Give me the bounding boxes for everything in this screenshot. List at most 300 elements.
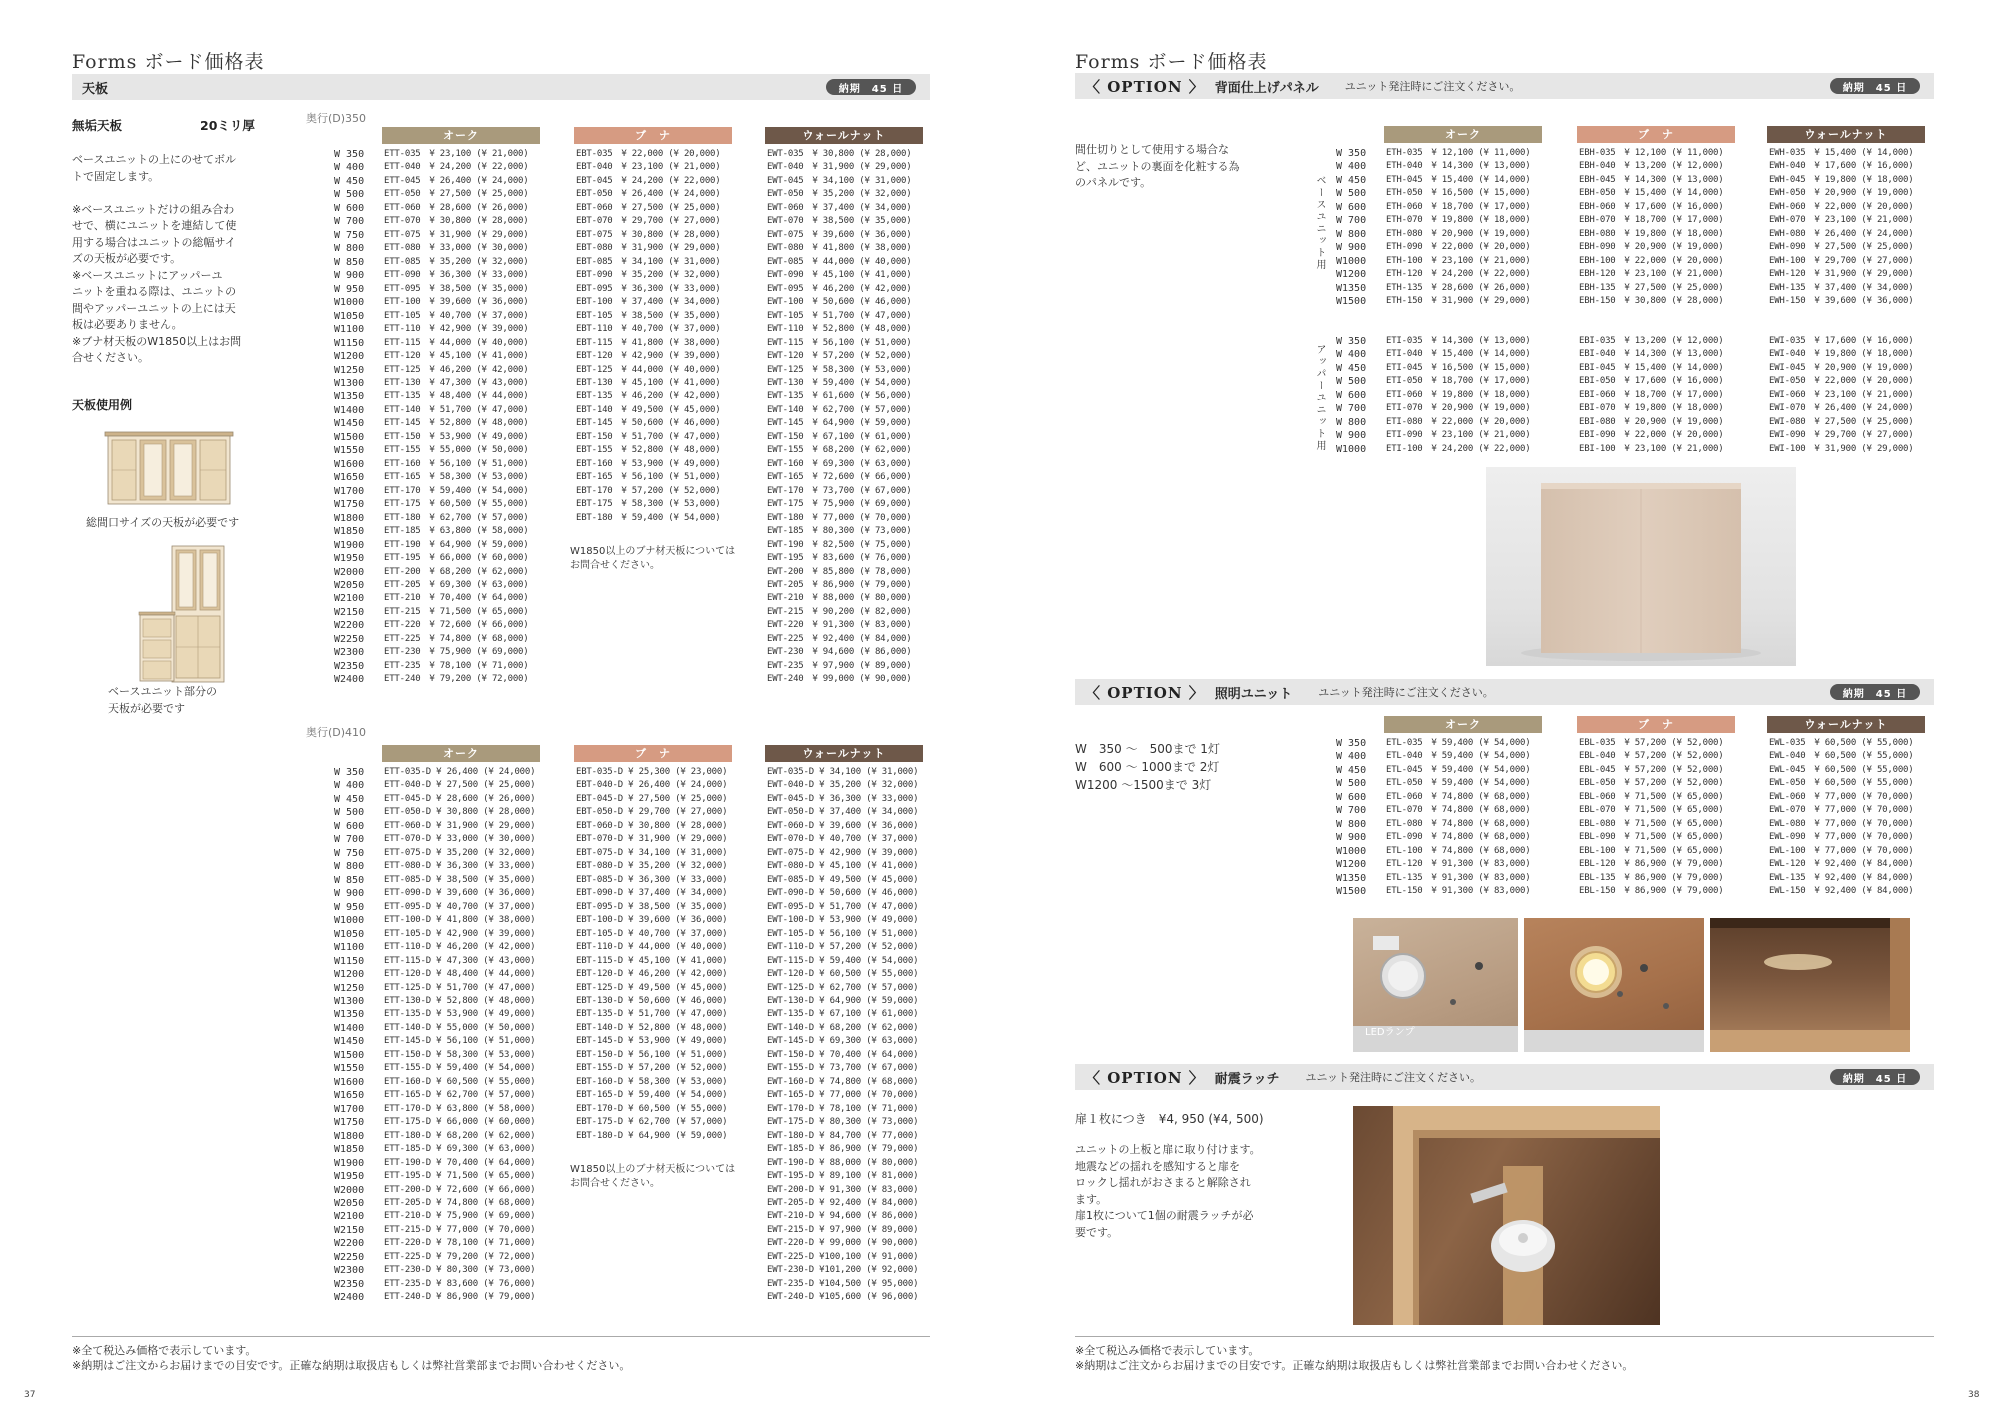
table-row: EBL-070 ¥ 71,500 (¥ 65,000) [1579, 805, 1724, 816]
table-row: ETL-045 ¥ 59,400 (¥ 54,000) [1386, 764, 1531, 775]
table-row: W 900 [1336, 832, 1367, 844]
table-row: EWL-050 ¥ 60,500 (¥ 55,000) [1769, 778, 1914, 789]
right-footer-rule [1075, 1336, 1934, 1337]
table-row: EBT-040 ¥ 23,100 (¥ 21,000) [576, 162, 721, 173]
table-row: ETH-080 ¥ 20,900 (¥ 19,000) [1386, 228, 1531, 239]
back-base-oak [1386, 147, 1530, 309]
table-row: W 450 [1336, 764, 1367, 776]
table-row: W1000 [334, 915, 365, 927]
product-thickness: 20ミリ厚 [200, 118, 255, 133]
light-walnut [1769, 737, 1913, 899]
table-row: EWT-040 ¥ 31,900 (¥ 29,000) [767, 162, 912, 173]
table-row: W 800 [1336, 416, 1367, 428]
table-row: EWI-045 ¥ 20,900 (¥ 19,000) [1769, 362, 1914, 373]
table-row: W1350 [1336, 282, 1367, 294]
table-row: EWL-045 ¥ 60,500 (¥ 55,000) [1769, 764, 1914, 775]
table-row: EBT-170 ¥ 57,200 (¥ 52,000) [576, 485, 721, 496]
table-row: EBT-085 ¥ 34,100 (¥ 31,000) [576, 256, 721, 267]
table-row: EBT-180-D ¥ 64,900 (¥ 59,000) [576, 1130, 728, 1141]
light-beech [1579, 737, 1723, 899]
table-row: ETT-240 ¥ 79,200 (¥ 72,000) [384, 674, 529, 685]
t350-widths [334, 148, 364, 687]
table-row: EBT-180 ¥ 59,400 (¥ 54,000) [576, 512, 721, 523]
table-row: EBT-070-D ¥ 31,900 (¥ 29,000) [576, 834, 728, 845]
table-row: W1800 [334, 512, 365, 524]
table-row: W 800 [334, 861, 365, 873]
table-row: EWT-225 ¥ 92,400 (¥ 84,000) [767, 633, 912, 644]
table-row: EWT-050-D ¥ 37,400 (¥ 34,000) [767, 807, 919, 818]
table-row: ETT-115-D ¥ 47,300 (¥ 43,000) [384, 955, 536, 966]
table-row: ETT-205-D ¥ 74,800 (¥ 68,000) [384, 1198, 536, 1208]
table-row: W1000 [334, 297, 365, 309]
table-row: ETI-090 ¥ 23,100 (¥ 21,000) [1386, 430, 1531, 441]
depth-350-label: 奥行(D)350 [306, 112, 367, 125]
table-row: EBT-120 ¥ 42,900 (¥ 39,000) [576, 351, 721, 362]
table-row: EWT-175 ¥ 75,900 (¥ 69,000) [767, 499, 912, 510]
table-row: EBT-125-D ¥ 49,500 (¥ 45,000) [576, 982, 728, 993]
table-row: EWT-165 ¥ 72,600 (¥ 66,000) [767, 472, 912, 483]
table-row: W2150 [334, 606, 365, 618]
table-row: ETT-060 ¥ 28,600 (¥ 26,000) [384, 202, 529, 213]
table-row: EBT-080 ¥ 31,900 (¥ 29,000) [576, 243, 721, 254]
right-page-title: Forms ボード価格表 [1075, 51, 1268, 73]
table-row: EBI-070 ¥ 19,800 (¥ 18,000) [1579, 403, 1724, 414]
table-row: ETT-190-D ¥ 70,400 (¥ 64,000) [384, 1157, 536, 1168]
table-row: EWT-135-D ¥ 67,100 (¥ 61,000) [767, 1009, 919, 1020]
t410-walnut-prices [767, 766, 918, 1305]
table-row: EWH-080 ¥ 26,400 (¥ 24,000) [1769, 228, 1914, 239]
table-row: W 450 [1336, 362, 1367, 374]
table-row: EWH-040 ¥ 17,600 (¥ 16,000) [1769, 161, 1914, 172]
table-row: W1050 [334, 310, 365, 322]
table-row: EBL-150 ¥ 86,900 (¥ 79,000) [1579, 886, 1724, 897]
table-row: ETT-080 ¥ 33,000 (¥ 30,000) [384, 243, 529, 254]
table-row: EWT-070 ¥ 38,500 (¥ 35,000) [767, 216, 912, 227]
table-row: EWT-185-D ¥ 86,900 (¥ 79,000) [767, 1144, 919, 1155]
table-row: W 600 [334, 820, 365, 832]
table-row: W1100 [334, 942, 365, 954]
table-row: ETT-205 ¥ 69,300 (¥ 63,000) [384, 580, 529, 590]
table-row: W 800 [1336, 818, 1367, 830]
table-row: ETT-070 ¥ 30,800 (¥ 28,000) [384, 216, 529, 227]
table-row: EWL-100 ¥ 77,000 (¥ 70,000) [1769, 845, 1914, 856]
left-page-number: 37 [24, 1390, 36, 1400]
table-row: W 950 [334, 283, 365, 295]
table-row: ETH-120 ¥ 24,200 (¥ 22,000) [1386, 269, 1531, 280]
t410-oak-prices [384, 766, 535, 1305]
table-row: EBT-095-D ¥ 38,500 (¥ 35,000) [576, 901, 728, 912]
example-illustration-wide [104, 426, 234, 506]
t410-head-beech: ブ ナ [574, 745, 732, 762]
back-base-walnut [1769, 147, 1913, 309]
table-row: ETT-060-D ¥ 31,900 (¥ 29,000) [384, 820, 536, 831]
table-row: EBT-060-D ¥ 30,800 (¥ 28,000) [576, 820, 728, 831]
table-row: ETT-160 ¥ 56,100 (¥ 51,000) [384, 458, 529, 469]
table-row: ETT-070-D ¥ 33,000 (¥ 30,000) [384, 834, 536, 845]
table-row: ETT-165 ¥ 58,300 (¥ 53,000) [384, 472, 529, 483]
back-upper-walnut [1769, 335, 1913, 456]
table-row: EBT-130 ¥ 45,100 (¥ 41,000) [576, 377, 721, 388]
table-row: ETT-125 ¥ 46,200 (¥ 42,000) [384, 364, 529, 375]
table-row: ETL-120 ¥ 91,300 (¥ 83,000) [1386, 859, 1531, 870]
table-row: W 700 [1336, 215, 1367, 227]
table-row: EBT-095 ¥ 36,300 (¥ 33,000) [576, 283, 721, 294]
table-row: EWT-130 ¥ 59,400 (¥ 54,000) [767, 377, 912, 388]
table-row: ETT-180-D ¥ 68,200 (¥ 62,000) [384, 1130, 536, 1141]
table-row: EWT-145-D ¥ 69,300 (¥ 63,000) [767, 1036, 919, 1047]
table-row: ETT-100 ¥ 39,600 (¥ 36,000) [384, 297, 529, 308]
table-row: W1700 [334, 485, 365, 497]
table-row: EBL-045 ¥ 57,200 (¥ 52,000) [1579, 764, 1724, 775]
table-row: W2200 [334, 1238, 365, 1250]
table-row: EBI-045 ¥ 15,400 (¥ 14,000) [1579, 362, 1724, 373]
table-row: ETT-175 ¥ 60,500 (¥ 55,000) [384, 499, 529, 510]
table-row: W1050 [334, 928, 365, 940]
table-row: W2050 [334, 1198, 365, 1209]
table-row: ETI-070 ¥ 20,900 (¥ 19,000) [1386, 403, 1531, 414]
table-row: EWT-095-D ¥ 51,700 (¥ 47,000) [767, 901, 919, 912]
light-unit-section-bar [1075, 679, 1934, 705]
latch-description: ユニットの上板と扉に取り付けます。 地震などの揺れを感知すると扉を ロックし揺れがおさまると解除され ます。 扉1枚について1個の耐震ラッチが必 要です。 [1075, 1143, 1261, 1239]
table-row: EWT-080 ¥ 41,800 (¥ 38,000) [767, 243, 912, 254]
table-row: ETH-150 ¥ 31,900 (¥ 29,000) [1386, 296, 1531, 307]
table-row: EWT-040-D ¥ 35,200 (¥ 32,000) [767, 780, 919, 791]
table-row: ETL-070 ¥ 74,800 (¥ 68,000) [1386, 805, 1531, 816]
table-row: ETT-145-D ¥ 56,100 (¥ 51,000) [384, 1036, 536, 1047]
table-row: ETT-135 ¥ 48,400 (¥ 44,000) [384, 391, 529, 402]
table-row: W1600 [334, 458, 365, 470]
latch-price: 扉１枚につき ¥4, 950 (¥4, 500) [1075, 1112, 1264, 1126]
table-row: W 750 [334, 229, 365, 241]
light-unit-description: W 350 ～ 500まで 1灯 W 600 ～ 1000まで 2灯 W1200 ～1500まで 3灯 [1075, 742, 1220, 792]
table-row: EWT-085 ¥ 44,000 (¥ 40,000) [767, 256, 912, 267]
table-row: W 500 [1336, 376, 1367, 388]
table-row: EWT-145 ¥ 64,900 (¥ 59,000) [767, 418, 912, 429]
table-row: EWH-050 ¥ 20,900 (¥ 19,000) [1769, 188, 1914, 199]
table-row: ETT-225 ¥ 74,800 (¥ 68,000) [384, 633, 529, 644]
light-oak [1386, 737, 1530, 899]
table-row: W2250 [334, 1251, 365, 1263]
table-row: EWT-090 ¥ 45,100 (¥ 41,000) [767, 270, 912, 281]
table-row: EBL-035 ¥ 57,200 (¥ 52,000) [1579, 738, 1724, 748]
table-row: W1350 [1336, 872, 1367, 884]
table-row: EBT-035 ¥ 22,000 (¥ 20,000) [576, 149, 721, 159]
table-row: EWL-040 ¥ 60,500 (¥ 55,000) [1769, 751, 1914, 762]
table-row: ETH-100 ¥ 23,100 (¥ 21,000) [1386, 255, 1531, 266]
t350-walnut-prices [767, 148, 911, 687]
table-row: EBL-135 ¥ 86,900 (¥ 79,000) [1579, 872, 1724, 883]
table-row: W 350 [1336, 148, 1367, 159]
table-row: EWT-075-D ¥ 42,900 (¥ 39,000) [767, 847, 919, 858]
table-row: EWT-225-D ¥100,100 (¥ 91,000) [767, 1251, 919, 1262]
table-row: ETT-235-D ¥ 83,600 (¥ 76,000) [384, 1278, 536, 1289]
table-row: EWT-155-D ¥ 73,700 (¥ 67,000) [767, 1063, 919, 1074]
table-row: W1100 [334, 324, 365, 336]
table-row: EWT-115-D ¥ 59,400 (¥ 54,000) [767, 955, 919, 966]
table-row: EWT-190 ¥ 82,500 (¥ 75,000) [767, 539, 912, 550]
t410-beech-prices [576, 766, 727, 1143]
table-row: W1150 [334, 955, 365, 967]
table-row: W1700 [334, 1103, 365, 1115]
table-row: ETT-230-D ¥ 80,300 (¥ 73,000) [384, 1265, 536, 1276]
table-row: EWT-095 ¥ 46,200 (¥ 42,000) [767, 283, 912, 294]
table-row: EBI-035 ¥ 13,200 (¥ 12,000) [1579, 336, 1724, 346]
table-row: EBT-120-D ¥ 46,200 (¥ 42,000) [576, 969, 728, 980]
table-row: EWT-180 ¥ 77,000 (¥ 70,000) [767, 512, 912, 523]
table-row: ETT-120 ¥ 45,100 (¥ 41,000) [384, 351, 529, 362]
table-row: EWT-060 ¥ 37,400 (¥ 34,000) [767, 202, 912, 213]
table-row: W 350 [1336, 336, 1367, 347]
table-row: ETT-160-D ¥ 60,500 (¥ 55,000) [384, 1076, 536, 1087]
table-row: EWT-185 ¥ 80,300 (¥ 73,000) [767, 526, 912, 537]
table-row: ETT-155-D ¥ 59,400 (¥ 54,000) [384, 1063, 536, 1074]
table-row: ETI-100 ¥ 24,200 (¥ 22,000) [1386, 443, 1531, 454]
table-row: W 400 [1336, 751, 1367, 763]
table-row: W 400 [1336, 161, 1367, 173]
table-row: ETT-240-D ¥ 86,900 (¥ 79,000) [384, 1292, 536, 1303]
table-row: EBT-145-D ¥ 53,900 (¥ 49,000) [576, 1036, 728, 1047]
table-row: ETT-115 ¥ 44,000 (¥ 40,000) [384, 337, 529, 348]
option-name: 耐震ラッチ [1214, 1071, 1280, 1087]
table-row: EWL-120 ¥ 92,400 (¥ 84,000) [1769, 859, 1914, 870]
table-row: EWH-100 ¥ 29,700 (¥ 27,000) [1769, 255, 1914, 266]
table-row: EBL-050 ¥ 57,200 (¥ 52,000) [1579, 778, 1724, 789]
table-row: EBT-155-D ¥ 57,200 (¥ 52,000) [576, 1063, 728, 1074]
table-row: EBT-110 ¥ 40,700 (¥ 37,000) [576, 324, 721, 335]
table-row: EBT-145 ¥ 50,600 (¥ 46,000) [576, 418, 721, 429]
table-row: ETL-135 ¥ 91,300 (¥ 83,000) [1386, 872, 1531, 883]
table-row: ETT-165-D ¥ 62,700 (¥ 57,000) [384, 1090, 536, 1101]
table-row: EWT-100 ¥ 50,600 (¥ 46,000) [767, 297, 912, 308]
table-row: EBI-080 ¥ 20,900 (¥ 19,000) [1579, 416, 1724, 427]
table-row: ETT-040-D ¥ 27,500 (¥ 25,000) [384, 780, 536, 791]
table-row: W1500 [334, 1049, 365, 1061]
table-row: EBT-045-D ¥ 27,500 (¥ 25,000) [576, 793, 728, 804]
table-row: ETT-095 ¥ 38,500 (¥ 35,000) [384, 283, 529, 294]
table-row: W 900 [1336, 430, 1367, 442]
table-row: EWI-040 ¥ 19,800 (¥ 18,000) [1769, 349, 1914, 360]
t350-beech-note: W1850以上のブナ材天板については お問合せください。 [570, 546, 736, 571]
table-row: ETT-105-D ¥ 42,900 (¥ 39,000) [384, 928, 536, 939]
back-head-oak: オーク [1384, 126, 1542, 143]
table-row: W 500 [1336, 778, 1367, 790]
table-row: W1200 [1336, 269, 1367, 281]
table-row: EBH-035 ¥ 12,100 (¥ 11,000) [1579, 148, 1724, 158]
upper-unit-label: アッパーユニット用 [1314, 344, 1325, 452]
table-row: W 800 [1336, 228, 1367, 240]
table-row: EWH-060 ¥ 22,000 (¥ 20,000) [1769, 201, 1914, 212]
table-row: EBT-130-D ¥ 50,600 (¥ 46,000) [576, 995, 728, 1006]
table-row: EWT-205-D ¥ 92,400 (¥ 84,000) [767, 1198, 919, 1208]
table-row: EBT-100 ¥ 37,400 (¥ 34,000) [576, 297, 721, 308]
table-row: W 350 [1336, 738, 1367, 749]
back-upper-widths [1336, 335, 1366, 456]
table-row: ETT-050 ¥ 27,500 (¥ 25,000) [384, 189, 529, 200]
delivery-badge: 納期 45 日 [826, 79, 916, 95]
table-row: ETT-170 ¥ 59,400 (¥ 54,000) [384, 485, 529, 496]
table-row: EBH-050 ¥ 15,400 (¥ 14,000) [1579, 188, 1724, 199]
table-row: ETT-105 ¥ 40,700 (¥ 37,000) [384, 310, 529, 321]
table-row: ETT-180 ¥ 62,700 (¥ 57,000) [384, 512, 529, 523]
table-row: EWT-155 ¥ 68,200 (¥ 62,000) [767, 445, 912, 456]
table-row: ETH-135 ¥ 28,600 (¥ 26,000) [1386, 282, 1531, 293]
table-row: ETT-195-D ¥ 71,500 (¥ 65,000) [384, 1171, 536, 1182]
table-row: ETH-050 ¥ 16,500 (¥ 15,000) [1386, 188, 1531, 199]
table-row: EWT-205 ¥ 86,900 (¥ 79,000) [767, 580, 912, 590]
section-label: 天板 [82, 81, 109, 97]
table-row: ETT-210 ¥ 70,400 (¥ 64,000) [384, 593, 529, 604]
table-row: W2050 [334, 580, 365, 591]
option-subtitle: ユニット発注時にご注文ください。 [1305, 1071, 1482, 1084]
t410-head-oak: オーク [382, 745, 540, 762]
table-row: W1250 [334, 364, 365, 376]
table-row: W2200 [334, 620, 365, 632]
table-row: EBT-075 ¥ 30,800 (¥ 28,000) [576, 229, 721, 240]
table-row: EWL-070 ¥ 77,000 (¥ 70,000) [1769, 805, 1914, 816]
option-subtitle: ユニット発注時にご注文ください。 [1318, 686, 1494, 699]
table-row: EBT-115 ¥ 41,800 (¥ 38,000) [576, 337, 721, 348]
t350-beech-prices [576, 148, 720, 525]
table-row: EBI-090 ¥ 22,000 (¥ 20,000) [1579, 430, 1724, 441]
table-row: EWT-215-D ¥ 97,900 (¥ 89,000) [767, 1224, 919, 1235]
table-row: ETT-085-D ¥ 38,500 (¥ 35,000) [384, 874, 536, 885]
table-row: W 600 [1336, 791, 1367, 803]
table-row: ETT-140 ¥ 51,700 (¥ 47,000) [384, 404, 529, 415]
table-row: ETL-100 ¥ 74,800 (¥ 68,000) [1386, 845, 1531, 856]
latch-photo [1353, 1106, 1660, 1325]
table-row: ETT-215-D ¥ 77,000 (¥ 70,000) [384, 1224, 536, 1235]
table-row: EWT-090-D ¥ 50,600 (¥ 46,000) [767, 888, 919, 899]
led-photo-on [1524, 918, 1704, 1052]
table-row: EWT-215 ¥ 90,200 (¥ 82,000) [767, 606, 912, 617]
table-row: EWT-035 ¥ 30,800 (¥ 28,000) [767, 149, 912, 159]
table-row: EWT-235 ¥ 97,900 (¥ 89,000) [767, 660, 912, 671]
table-row: W 850 [334, 256, 365, 268]
table-row: W1500 [1336, 886, 1367, 898]
table-row: W1900 [334, 1157, 365, 1169]
table-row: EBH-135 ¥ 27,500 (¥ 25,000) [1579, 282, 1724, 293]
table-row: EWL-150 ¥ 92,400 (¥ 84,000) [1769, 886, 1914, 897]
back-head-walnut: ウォールナット [1767, 126, 1925, 143]
back-head-beech: ブ ナ [1577, 126, 1735, 143]
table-row: ETT-170-D ¥ 63,800 (¥ 58,000) [384, 1103, 536, 1114]
table-row: W 400 [1336, 349, 1367, 361]
table-row: W 700 [334, 834, 365, 846]
table-row: EWL-090 ¥ 77,000 (¥ 70,000) [1769, 832, 1914, 843]
table-row: ETT-050-D ¥ 30,800 (¥ 28,000) [384, 807, 536, 818]
table-row: W 900 [334, 270, 365, 282]
table-row: ETT-085 ¥ 35,200 (¥ 32,000) [384, 256, 529, 267]
table-row: EWT-210 ¥ 88,000 (¥ 80,000) [767, 593, 912, 604]
table-row: EWT-240 ¥ 99,000 (¥ 90,000) [767, 674, 912, 685]
table-row: W1350 [334, 391, 365, 403]
table-row: W2000 [334, 1184, 365, 1196]
table-row: ETH-070 ¥ 19,800 (¥ 18,000) [1386, 215, 1531, 226]
table-row: ETT-100-D ¥ 41,800 (¥ 38,000) [384, 915, 536, 926]
table-row: ETT-095-D ¥ 40,700 (¥ 37,000) [384, 901, 536, 912]
table-row: W 450 [1336, 174, 1367, 186]
example-caption-2: ベースユニット部分の 天板が必要です [108, 685, 218, 715]
right-page-number: 38 [1968, 1390, 1980, 1400]
table-row: EWT-230 ¥ 94,600 (¥ 86,000) [767, 647, 912, 658]
option-label: 〈 OPTION 〉 [1085, 77, 1205, 96]
table-row: EWT-125 ¥ 58,300 (¥ 53,000) [767, 364, 912, 375]
table-row: ETH-090 ¥ 22,000 (¥ 20,000) [1386, 242, 1531, 253]
left-page-title: Forms ボード価格表 [72, 51, 265, 73]
table-row: W 400 [334, 162, 365, 174]
example-caption-1: 総間口サイズの天板が必要です [86, 516, 240, 529]
table-row: W1450 [334, 1036, 365, 1048]
table-row: EWT-050 ¥ 35,200 (¥ 32,000) [767, 189, 912, 200]
table-row: ETT-145 ¥ 52,800 (¥ 48,000) [384, 418, 529, 429]
table-row: EBT-050 ¥ 26,400 (¥ 24,000) [576, 189, 721, 200]
table-row: EWT-160-D ¥ 74,800 (¥ 68,000) [767, 1076, 919, 1087]
left-footer-rule [72, 1336, 930, 1337]
table-row: W1200 [1336, 859, 1367, 871]
table-row: EWT-100-D ¥ 53,900 (¥ 49,000) [767, 915, 919, 926]
table-row: ETT-120-D ¥ 48,400 (¥ 44,000) [384, 969, 536, 980]
table-row: EWT-140-D ¥ 68,200 (¥ 62,000) [767, 1022, 919, 1033]
table-row: W1000 [1336, 845, 1367, 857]
table-row: ETT-075-D ¥ 35,200 (¥ 32,000) [384, 847, 536, 858]
table-row: EBT-040-D ¥ 26,400 (¥ 24,000) [576, 780, 728, 791]
table-row: EWI-060 ¥ 23,100 (¥ 21,000) [1769, 389, 1914, 400]
table-row: EBT-090 ¥ 35,200 (¥ 32,000) [576, 270, 721, 281]
table-row: EWT-120-D ¥ 60,500 (¥ 55,000) [767, 969, 919, 980]
table-row: EWL-080 ¥ 77,000 (¥ 70,000) [1769, 818, 1914, 829]
table-row: EWI-035 ¥ 17,600 (¥ 16,000) [1769, 336, 1914, 346]
t350-head-oak: オーク [382, 127, 540, 144]
table-row: W2000 [334, 566, 365, 578]
table-row: EBH-080 ¥ 19,800 (¥ 18,000) [1579, 228, 1724, 239]
table-row: EWI-100 ¥ 31,900 (¥ 29,000) [1769, 443, 1914, 454]
table-row: EBT-135 ¥ 46,200 (¥ 42,000) [576, 391, 721, 402]
table-row: ETT-035-D ¥ 26,400 (¥ 24,000) [384, 767, 536, 777]
table-row: EBT-165-D ¥ 59,400 (¥ 54,000) [576, 1090, 728, 1101]
product-name: 無垢天板 [72, 118, 123, 133]
table-row: EBI-050 ¥ 17,600 (¥ 16,000) [1579, 376, 1724, 387]
table-row: EBH-120 ¥ 23,100 (¥ 21,000) [1579, 269, 1724, 280]
table-row: EWI-050 ¥ 22,000 (¥ 20,000) [1769, 376, 1914, 387]
table-row: EBI-060 ¥ 18,700 (¥ 17,000) [1579, 389, 1724, 400]
table-row: W 400 [334, 780, 365, 792]
table-row: W1300 [334, 377, 365, 389]
table-row: ETT-185 ¥ 63,800 (¥ 58,000) [384, 526, 529, 537]
table-row: EWT-235-D ¥104,500 (¥ 95,000) [767, 1278, 919, 1289]
table-row: ETT-090-D ¥ 39,600 (¥ 36,000) [384, 888, 536, 899]
table-row: EWT-180-D ¥ 84,700 (¥ 77,000) [767, 1130, 919, 1141]
table-row: ETT-140-D ¥ 55,000 (¥ 50,000) [384, 1022, 536, 1033]
left-section-bar [72, 74, 930, 100]
table-row: ETT-110 ¥ 42,900 (¥ 39,000) [384, 324, 529, 335]
table-row: W1450 [334, 418, 365, 430]
table-row: W1600 [334, 1076, 365, 1088]
table-row: W2350 [334, 660, 365, 672]
table-row: ETL-080 ¥ 74,800 (¥ 68,000) [1386, 818, 1531, 829]
delivery-badge: 納期 45 日 [1830, 1069, 1920, 1085]
table-row: W 600 [1336, 389, 1367, 401]
table-row: EWT-135 ¥ 61,600 (¥ 56,000) [767, 391, 912, 402]
table-row: ETT-155 ¥ 55,000 (¥ 50,000) [384, 445, 529, 456]
table-row: EBT-080-D ¥ 35,200 (¥ 32,000) [576, 861, 728, 872]
table-row: ETI-040 ¥ 15,400 (¥ 14,000) [1386, 349, 1531, 360]
table-row: EWT-120 ¥ 57,200 (¥ 52,000) [767, 351, 912, 362]
table-row: W 700 [334, 216, 365, 228]
table-row: ETL-090 ¥ 74,800 (¥ 68,000) [1386, 832, 1531, 843]
table-row: ETH-035 ¥ 12,100 (¥ 11,000) [1386, 148, 1531, 158]
table-row: W 700 [1336, 805, 1367, 817]
table-row: EWH-070 ¥ 23,100 (¥ 21,000) [1769, 215, 1914, 226]
